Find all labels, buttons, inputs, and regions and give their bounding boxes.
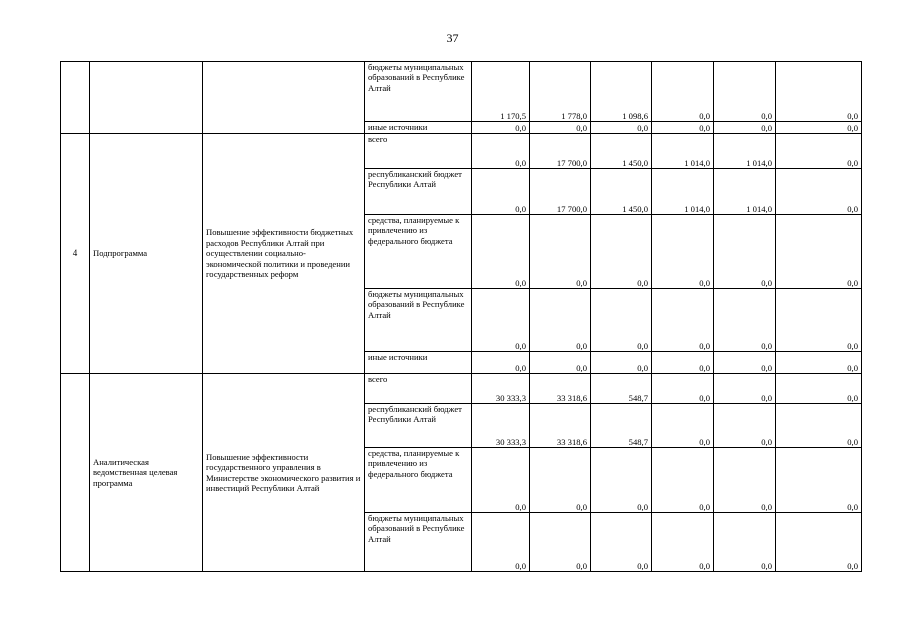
row-number-cell: 4 xyxy=(61,134,90,374)
value-cell: 30 333,3 xyxy=(472,404,530,448)
value-cell: 0,0 xyxy=(652,215,714,289)
program-type-cell: Аналитическая ведомственная целевая программа xyxy=(90,374,203,572)
value-cell: 0,0 xyxy=(776,404,862,448)
value-cell: 0,0 xyxy=(530,289,591,352)
funding-source: всего xyxy=(365,374,472,404)
value-cell: 0,0 xyxy=(776,62,862,122)
value-cell: 1 778,0 xyxy=(530,62,591,122)
funding-source: средства, планируемые к привлечению из федерального бюджета xyxy=(365,448,472,513)
value-cell: 0,0 xyxy=(714,404,776,448)
program-type-cell xyxy=(90,62,203,134)
value-cell: 548,7 xyxy=(591,374,652,404)
value-cell: 1 014,0 xyxy=(652,169,714,215)
program-type-cell: Подпрограмма xyxy=(90,134,203,374)
value-cell: 0,0 xyxy=(776,122,862,134)
value-cell: 0,0 xyxy=(714,62,776,122)
funding-source: иные источники xyxy=(365,122,472,134)
funding-source: всего xyxy=(365,134,472,169)
funding-source: бюджеты муниципальных образований в Республике Алтай xyxy=(365,513,472,572)
value-cell: 0,0 xyxy=(652,62,714,122)
value-cell: 0,0 xyxy=(472,169,530,215)
value-cell: 1 450,0 xyxy=(591,134,652,169)
value-cell: 0,0 xyxy=(591,289,652,352)
funding-table xyxy=(60,61,862,572)
program-description-cell: Повышение эффективности бюджетных расходов Республики Алтай при осуществлении социально-экономической политики и проведении государственных реформ xyxy=(203,134,365,374)
value-cell: 0,0 xyxy=(776,513,862,572)
value-cell: 0,0 xyxy=(776,134,862,169)
value-cell: 0,0 xyxy=(652,352,714,374)
value-cell: 548,7 xyxy=(591,404,652,448)
value-cell: 0,0 xyxy=(652,122,714,134)
value-cell: 0,0 xyxy=(530,122,591,134)
value-cell: 33 318,6 xyxy=(530,374,591,404)
value-cell: 0,0 xyxy=(652,374,714,404)
value-cell: 0,0 xyxy=(714,374,776,404)
value-cell: 1 014,0 xyxy=(652,134,714,169)
value-cell: 0,0 xyxy=(472,215,530,289)
value-cell: 17 700,0 xyxy=(530,134,591,169)
value-cell: 1 014,0 xyxy=(714,134,776,169)
value-cell: 0,0 xyxy=(591,513,652,572)
value-cell: 0,0 xyxy=(591,448,652,513)
page-number: 37 xyxy=(446,31,459,45)
value-cell: 0,0 xyxy=(530,215,591,289)
value-cell: 0,0 xyxy=(776,215,862,289)
value-cell: 0,0 xyxy=(714,513,776,572)
value-cell: 0,0 xyxy=(714,448,776,513)
value-cell: 0,0 xyxy=(472,352,530,374)
value-cell: 17 700,0 xyxy=(530,169,591,215)
funding-source: республиканский бюджет Республики Алтай xyxy=(365,404,472,448)
value-cell: 1 170,5 xyxy=(472,62,530,122)
row-number-cell xyxy=(61,374,90,572)
value-cell: 0,0 xyxy=(472,134,530,169)
value-cell: 0,0 xyxy=(472,513,530,572)
value-cell: 0,0 xyxy=(530,513,591,572)
value-cell: 0,0 xyxy=(776,352,862,374)
value-cell: 0,0 xyxy=(652,448,714,513)
value-cell: 1 450,0 xyxy=(591,169,652,215)
value-cell: 0,0 xyxy=(591,215,652,289)
program-description-cell: Повышение эффективности государственного управления в Министерстве экономического развития и инвестиций Республики Алтай xyxy=(203,374,365,572)
table-row xyxy=(61,62,862,122)
table-body xyxy=(61,62,862,572)
value-cell: 30 333,3 xyxy=(472,374,530,404)
table-row xyxy=(61,374,862,404)
value-cell: 0,0 xyxy=(714,289,776,352)
value-cell: 1 098,6 xyxy=(591,62,652,122)
funding-source: иные источники xyxy=(365,352,472,374)
value-cell: 0,0 xyxy=(530,448,591,513)
funding-source: бюджеты муниципальных образований в Республике Алтай xyxy=(365,62,472,122)
row-number-cell xyxy=(61,62,90,134)
value-cell: 0,0 xyxy=(472,448,530,513)
value-cell: 0,0 xyxy=(652,513,714,572)
value-cell: 0,0 xyxy=(776,448,862,513)
value-cell: 1 014,0 xyxy=(714,169,776,215)
value-cell: 0,0 xyxy=(714,352,776,374)
value-cell: 0,0 xyxy=(472,122,530,134)
value-cell: 0,0 xyxy=(714,122,776,134)
value-cell: 0,0 xyxy=(591,352,652,374)
value-cell: 0,0 xyxy=(776,374,862,404)
value-cell: 0,0 xyxy=(652,404,714,448)
value-cell: 0,0 xyxy=(530,352,591,374)
funding-source: средства, планируемые к привлечению из федерального бюджета xyxy=(365,215,472,289)
value-cell: 0,0 xyxy=(776,289,862,352)
funding-source: республиканский бюджет Республики Алтай xyxy=(365,169,472,215)
value-cell: 0,0 xyxy=(776,169,862,215)
value-cell: 0,0 xyxy=(714,215,776,289)
value-cell: 0,0 xyxy=(652,289,714,352)
value-cell: 0,0 xyxy=(472,289,530,352)
table-row xyxy=(61,134,862,169)
program-description-cell xyxy=(203,62,365,134)
value-cell: 0,0 xyxy=(591,122,652,134)
value-cell: 33 318,6 xyxy=(530,404,591,448)
funding-source: бюджеты муниципальных образований в Республике Алтай xyxy=(365,289,472,352)
